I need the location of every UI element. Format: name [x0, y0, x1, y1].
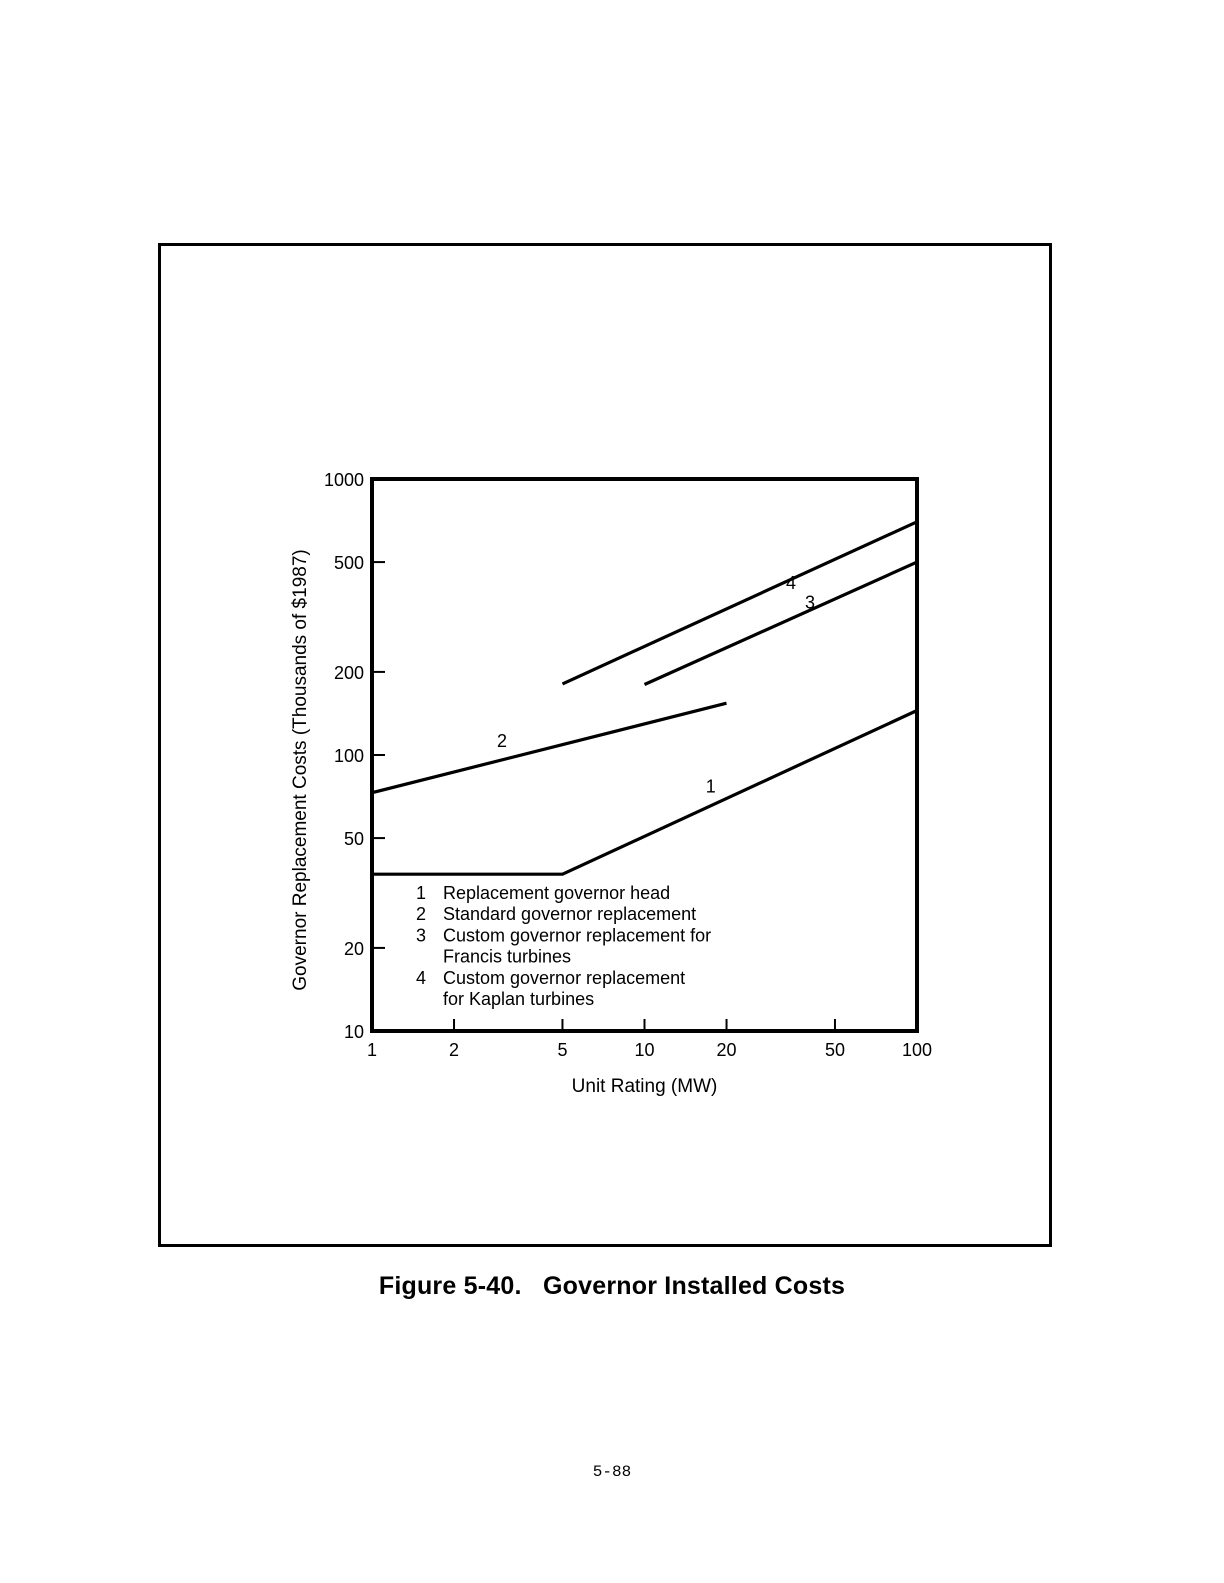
y-tick-label-50: 50: [343, 829, 364, 850]
legend-text-4-1: Custom governor replacement: [443, 967, 686, 988]
legend-text-3-1: Custom governor replacement for: [443, 925, 712, 946]
curve-label-4: 4: [786, 572, 797, 593]
y-tick-label-20: 20: [343, 938, 364, 959]
legend-number-2: 2: [415, 904, 427, 925]
series-line-1: [372, 711, 917, 875]
legend-text-2-1: Standard governor replacement: [443, 904, 697, 925]
x-tick-label-5: 5: [557, 1040, 568, 1060]
legend-text-4-2: for Kaplan turbines: [443, 989, 595, 1009]
legend: [416, 883, 711, 1009]
legend-number-4: 4: [415, 967, 427, 988]
x-tick-label-1: 1: [366, 1040, 378, 1060]
y-tick-label-100: 100: [333, 746, 364, 766]
axes: [290, 470, 932, 1097]
x-tick-label-2: 2: [449, 1040, 460, 1060]
legend-text-3-2: Francis turbines: [443, 946, 572, 967]
series-line-3: [645, 562, 918, 684]
curve-label-1: 1: [705, 776, 716, 797]
curve-labels: [497, 573, 815, 797]
series-lines: [372, 522, 917, 874]
page-number: 5-88: [592, 1463, 632, 1481]
series-line-4: [563, 522, 918, 684]
x-tick-label-10: 10: [634, 1040, 655, 1060]
y-axis-label: Governor Replacement Costs (Thousands of $1987): [290, 549, 311, 991]
x-tick-label-20: 20: [716, 1040, 737, 1060]
legend-number-3: 3: [415, 925, 427, 946]
curve-label-2: 2: [497, 730, 508, 751]
y-tick-label-200: 200: [333, 662, 364, 683]
x-tick-label-100: 100: [901, 1040, 933, 1060]
legend-text-1-1: Replacement governor head: [443, 883, 671, 903]
x-tick-label-50: 50: [824, 1040, 845, 1060]
curve-label-3: 3: [805, 592, 816, 613]
y-tick-label-10: 10: [343, 1022, 364, 1042]
series-line-2: [372, 703, 727, 793]
legend-number-1: 1: [415, 883, 427, 903]
x-axis-label: Unit Rating (MW): [571, 1076, 718, 1097]
y-tick-label-1000: 1000: [323, 470, 364, 490]
figure-caption: Figure 5-40. Governor Installed Costs: [378, 1272, 846, 1300]
y-tick-label-500: 500: [333, 553, 364, 574]
